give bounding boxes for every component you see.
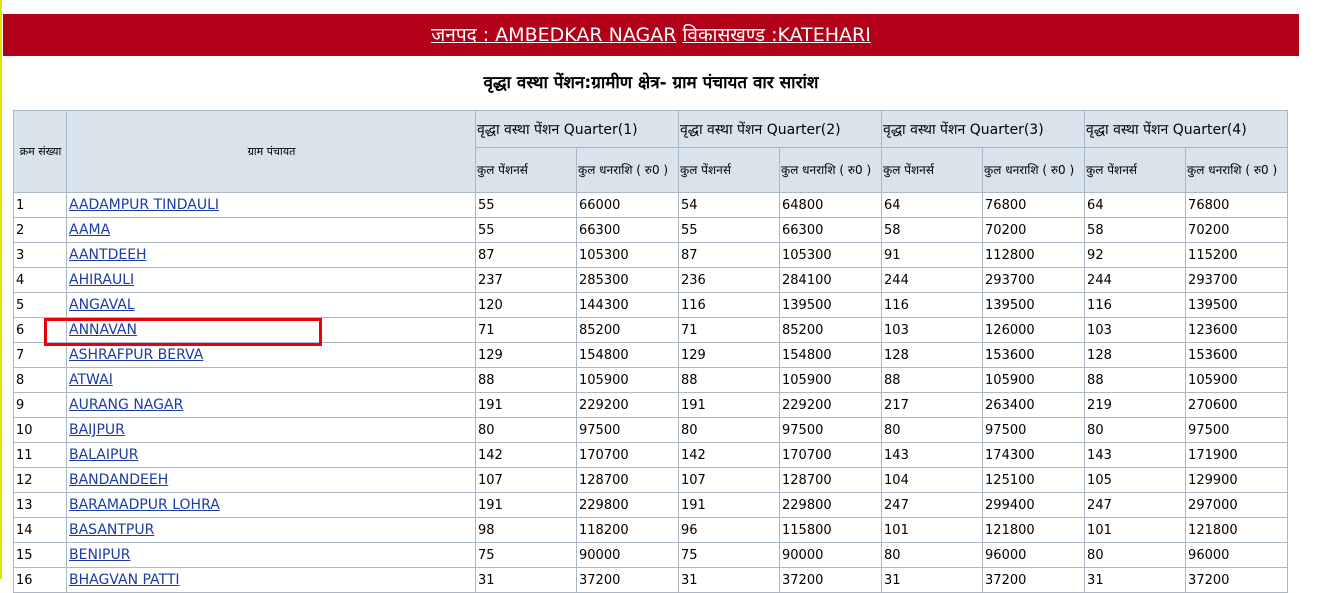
cell-pensioners-q3: 101	[882, 518, 983, 543]
table-row	[14, 293, 1288, 318]
cell-pensioners-q1: 71	[476, 318, 577, 343]
cell-serial: 1	[14, 193, 67, 218]
gram-panchayat-link[interactable]: ATWAI	[69, 372, 113, 388]
cell-amount-q1: 229200	[577, 393, 679, 418]
table-row	[14, 518, 1288, 543]
cell-pensioners-q2: 55	[679, 218, 780, 243]
cell-amount-q1: 154800	[577, 343, 679, 368]
cell-gram-panchayat	[67, 543, 476, 568]
header-quarter-3: वृद्धा वस्था पेंशन Quarter(3)	[882, 111, 1085, 148]
cell-pensioners-q3: 80	[882, 543, 983, 568]
cell-amount-q4: 97500	[1186, 418, 1288, 443]
gram-panchayat-link[interactable]: BALAIPUR	[69, 447, 139, 463]
cell-pensioners-q1: 80	[476, 418, 577, 443]
cell-amount-q4: 171900	[1186, 443, 1288, 468]
cell-amount-q3: 121800	[983, 518, 1085, 543]
cell-gram-panchayat	[67, 268, 476, 293]
cell-amount-q1: 105300	[577, 243, 679, 268]
cell-pensioners-q2: 80	[679, 418, 780, 443]
cell-pensioners-q3: 88	[882, 368, 983, 393]
cell-pensioners-q2: 87	[679, 243, 780, 268]
header-serial: क्रम संख्या	[14, 111, 67, 193]
table-row	[14, 468, 1288, 493]
cell-pensioners-q3: 143	[882, 443, 983, 468]
cell-amount-q1: 105900	[577, 368, 679, 393]
cell-amount-q1: 144300	[577, 293, 679, 318]
gram-panchayat-link[interactable]: AAMA	[69, 222, 111, 238]
cell-gram-panchayat	[67, 493, 476, 518]
header-pensioners-q3: कुल पेंशनर्स	[882, 148, 983, 193]
table-row	[14, 193, 1288, 218]
gram-panchayat-link[interactable]: ASHRAFPUR BERVA	[69, 347, 204, 363]
cell-pensioners-q2: 142	[679, 443, 780, 468]
header-amount-q4: कुल धनराशि ( रु0 )	[1186, 148, 1288, 193]
cell-pensioners-q4: 219	[1085, 393, 1186, 418]
cell-pensioners-q4: 64	[1085, 193, 1186, 218]
cell-pensioners-q3: 31	[882, 568, 983, 593]
header-amount-q2: कुल धनराशि ( रु0 )	[780, 148, 882, 193]
gram-panchayat-link[interactable]: BANDANDEEH	[69, 472, 169, 488]
cell-gram-panchayat	[67, 218, 476, 243]
cell-amount-q3: 125100	[983, 468, 1085, 493]
cell-gram-panchayat	[67, 468, 476, 493]
cell-pensioners-q1: 88	[476, 368, 577, 393]
header-pensioners-q4: कुल पेंशनर्स	[1085, 148, 1186, 193]
cell-pensioners-q4: 101	[1085, 518, 1186, 543]
cell-pensioners-q3: 64	[882, 193, 983, 218]
cell-pensioners-q4: 88	[1085, 368, 1186, 393]
cell-amount-q4: 270600	[1186, 393, 1288, 418]
page-title: वृद्धा वस्था पेंशन:ग्रामीण क्षेत्र- ग्राम पंचायत वार सारांश	[483, 73, 819, 93]
cell-pensioners-q4: 92	[1085, 243, 1186, 268]
gram-panchayat-link[interactable]: BHAGVAN PATTI	[69, 572, 180, 588]
cell-serial: 13	[14, 493, 67, 518]
cell-pensioners-q3: 103	[882, 318, 983, 343]
cell-pensioners-q1: 142	[476, 443, 577, 468]
cell-pensioners-q4: 143	[1085, 443, 1186, 468]
table-row	[14, 393, 1288, 418]
cell-amount-q1: 118200	[577, 518, 679, 543]
gram-panchayat-link[interactable]: AANTDEEH	[69, 247, 147, 263]
cell-serial: 3	[14, 243, 67, 268]
cell-pensioners-q3: 104	[882, 468, 983, 493]
cell-amount-q3: 126000	[983, 318, 1085, 343]
cell-amount-q1: 66300	[577, 218, 679, 243]
cell-pensioners-q4: 244	[1085, 268, 1186, 293]
cell-amount-q2: 229800	[780, 493, 882, 518]
cell-pensioners-q2: 129	[679, 343, 780, 368]
cell-amount-q1: 37200	[577, 568, 679, 593]
header-quarter-2: वृद्धा वस्था पेंशन Quarter(2)	[679, 111, 882, 148]
cell-gram-panchayat	[67, 243, 476, 268]
cell-amount-q2: 64800	[780, 193, 882, 218]
header-amount-q3: कुल धनराशि ( रु0 )	[983, 148, 1085, 193]
header-pensioners-q1: कुल पेंशनर्स	[476, 148, 577, 193]
cell-amount-q3: 153600	[983, 343, 1085, 368]
cell-pensioners-q1: 191	[476, 393, 577, 418]
cell-amount-q4: 153600	[1186, 343, 1288, 368]
cell-amount-q3: 97500	[983, 418, 1085, 443]
cell-pensioners-q2: 31	[679, 568, 780, 593]
cell-pensioners-q4: 80	[1085, 418, 1186, 443]
cell-pensioners-q4: 247	[1085, 493, 1186, 518]
cell-gram-panchayat	[67, 343, 476, 368]
cell-pensioners-q2: 116	[679, 293, 780, 318]
cell-amount-q3: 105900	[983, 368, 1085, 393]
cell-amount-q3: 139500	[983, 293, 1085, 318]
cell-gram-panchayat	[67, 293, 476, 318]
cell-amount-q4: 129900	[1186, 468, 1288, 493]
header-quarter-4: वृद्धा वस्था पेंशन Quarter(4)	[1085, 111, 1288, 148]
block-label: विकासखण्ड :KATEHARI	[682, 24, 871, 46]
cell-pensioners-q1: 120	[476, 293, 577, 318]
cell-amount-q2: 128700	[780, 468, 882, 493]
cell-pensioners-q2: 107	[679, 468, 780, 493]
cell-pensioners-q3: 128	[882, 343, 983, 368]
cell-pensioners-q2: 75	[679, 543, 780, 568]
cell-amount-q4: 76800	[1186, 193, 1288, 218]
cell-serial: 16	[14, 568, 67, 593]
cell-pensioners-q1: 237	[476, 268, 577, 293]
cell-serial: 6	[14, 318, 67, 343]
gram-panchayat-link[interactable]: BAIJPUR	[69, 422, 125, 438]
cell-pensioners-q2: 88	[679, 368, 780, 393]
table-row	[14, 368, 1288, 393]
cell-pensioners-q3: 91	[882, 243, 983, 268]
cell-amount-q2: 170700	[780, 443, 882, 468]
cell-pensioners-q2: 236	[679, 268, 780, 293]
cell-pensioners-q3: 80	[882, 418, 983, 443]
cell-amount-q1: 128700	[577, 468, 679, 493]
cell-serial: 14	[14, 518, 67, 543]
table-row	[14, 243, 1288, 268]
cell-amount-q4: 115200	[1186, 243, 1288, 268]
cell-pensioners-q1: 129	[476, 343, 577, 368]
cell-serial: 8	[14, 368, 67, 393]
cell-amount-q1: 90000	[577, 543, 679, 568]
cell-amount-q3: 37200	[983, 568, 1085, 593]
cell-pensioners-q1: 75	[476, 543, 577, 568]
cell-pensioners-q1: 191	[476, 493, 577, 518]
cell-amount-q4: 37200	[1186, 568, 1288, 593]
header-amount-q1: कुल धनराशि ( रु0 )	[577, 148, 679, 193]
cell-amount-q4: 96000	[1186, 543, 1288, 568]
cell-amount-q4: 123600	[1186, 318, 1288, 343]
cell-pensioners-q2: 191	[679, 493, 780, 518]
cell-amount-q3: 174300	[983, 443, 1085, 468]
cell-pensioners-q3: 244	[882, 268, 983, 293]
cell-pensioners-q1: 87	[476, 243, 577, 268]
cell-pensioners-q4: 128	[1085, 343, 1186, 368]
cell-amount-q4: 121800	[1186, 518, 1288, 543]
cell-pensioners-q2: 191	[679, 393, 780, 418]
cell-pensioners-q3: 58	[882, 218, 983, 243]
cell-serial: 12	[14, 468, 67, 493]
table-row	[14, 218, 1288, 243]
cell-pensioners-q3: 116	[882, 293, 983, 318]
cell-pensioners-q4: 31	[1085, 568, 1186, 593]
cell-amount-q1: 85200	[577, 318, 679, 343]
cell-amount-q1: 285300	[577, 268, 679, 293]
cell-amount-q4: 297000	[1186, 493, 1288, 518]
gram-panchayat-link[interactable]: AHIRAULI	[69, 272, 135, 288]
cell-amount-q1: 229800	[577, 493, 679, 518]
table-body	[14, 193, 1288, 593]
cell-amount-q4: 70200	[1186, 218, 1288, 243]
table-row	[14, 318, 1288, 343]
table-row	[14, 543, 1288, 568]
cell-amount-q2: 105300	[780, 243, 882, 268]
gram-panchayat-link[interactable]: AURANG NAGAR	[69, 397, 184, 413]
cell-pensioners-q1: 98	[476, 518, 577, 543]
cell-pensioners-q1: 55	[476, 193, 577, 218]
cell-amount-q2: 284100	[780, 268, 882, 293]
cell-serial: 9	[14, 393, 67, 418]
cell-pensioners-q1: 107	[476, 468, 577, 493]
cell-serial: 11	[14, 443, 67, 468]
gram-panchayat-link[interactable]: ANGAVAL	[69, 297, 135, 313]
cell-gram-panchayat	[67, 518, 476, 543]
cell-amount-q3: 293700	[983, 268, 1085, 293]
cell-serial: 4	[14, 268, 67, 293]
cell-amount-q2: 105900	[780, 368, 882, 393]
cell-amount-q2: 85200	[780, 318, 882, 343]
cell-gram-panchayat	[67, 193, 476, 218]
table-row	[14, 343, 1288, 368]
cell-serial: 15	[14, 543, 67, 568]
cell-amount-q2: 97500	[780, 418, 882, 443]
cell-amount-q3: 112800	[983, 243, 1085, 268]
cell-pensioners-q4: 105	[1085, 468, 1186, 493]
cell-amount-q4: 293700	[1186, 268, 1288, 293]
cell-amount-q3: 70200	[983, 218, 1085, 243]
cell-pensioners-q4: 80	[1085, 543, 1186, 568]
cell-gram-panchayat	[67, 393, 476, 418]
gram-panchayat-link[interactable]: BASANTPUR	[69, 522, 155, 538]
cell-amount-q2: 66300	[780, 218, 882, 243]
cell-amount-q2: 90000	[780, 543, 882, 568]
summary-table	[13, 110, 1288, 593]
cell-pensioners-q2: 54	[679, 193, 780, 218]
header-pensioners-q2: कुल पेंशनर्स	[679, 148, 780, 193]
cell-pensioners-q3: 217	[882, 393, 983, 418]
cell-pensioners-q4: 58	[1085, 218, 1186, 243]
table-row	[14, 418, 1288, 443]
cell-gram-panchayat	[67, 318, 476, 343]
cell-amount-q4: 105900	[1186, 368, 1288, 393]
cell-serial: 5	[14, 293, 67, 318]
cell-pensioners-q4: 103	[1085, 318, 1186, 343]
cell-pensioners-q4: 116	[1085, 293, 1186, 318]
table-row	[14, 568, 1288, 593]
cell-pensioners-q2: 71	[679, 318, 780, 343]
cell-amount-q1: 97500	[577, 418, 679, 443]
cell-amount-q1: 170700	[577, 443, 679, 468]
table-row	[14, 268, 1288, 293]
cell-amount-q3: 263400	[983, 393, 1085, 418]
gram-panchayat-link[interactable]: AADAMPUR TINDAULI	[69, 197, 220, 213]
cell-gram-panchayat	[67, 368, 476, 393]
cell-pensioners-q3: 247	[882, 493, 983, 518]
cell-amount-q2: 154800	[780, 343, 882, 368]
table-row	[14, 443, 1288, 468]
cell-amount-q2: 115800	[780, 518, 882, 543]
district-label: जनपद : AMBEDKAR NAGAR	[431, 24, 677, 46]
cell-serial: 2	[14, 218, 67, 243]
cell-amount-q3: 76800	[983, 193, 1085, 218]
cell-amount-q4: 139500	[1186, 293, 1288, 318]
cell-serial: 7	[14, 343, 67, 368]
cell-pensioners-q1: 31	[476, 568, 577, 593]
cell-gram-panchayat	[67, 418, 476, 443]
header-gram-panchayat: ग्राम पंचायत	[67, 111, 476, 193]
header-banner	[3, 14, 1299, 56]
gram-panchayat-link[interactable]: ANNAVAN	[69, 322, 137, 338]
gram-panchayat-link[interactable]: BARAMADPUR LOHRA	[69, 497, 220, 513]
cell-gram-panchayat	[67, 568, 476, 593]
cell-serial: 10	[14, 418, 67, 443]
header-quarter-1: वृद्धा वस्था पेंशन Quarter(1)	[476, 111, 679, 148]
cell-amount-q2: 139500	[780, 293, 882, 318]
cell-amount-q3: 96000	[983, 543, 1085, 568]
cell-amount-q2: 37200	[780, 568, 882, 593]
cell-amount-q1: 66000	[577, 193, 679, 218]
gram-panchayat-link[interactable]: BENIPUR	[69, 547, 131, 563]
cell-pensioners-q2: 96	[679, 518, 780, 543]
cell-pensioners-q1: 55	[476, 218, 577, 243]
table-row	[14, 493, 1288, 518]
cell-amount-q3: 299400	[983, 493, 1085, 518]
cell-amount-q2: 229200	[780, 393, 882, 418]
cell-gram-panchayat	[67, 443, 476, 468]
